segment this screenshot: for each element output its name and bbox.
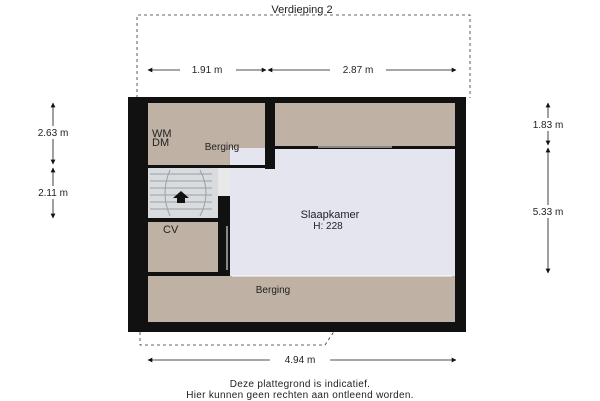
dim-top-left: 1.91 m [191, 65, 223, 76]
label-berging-top: Berging [204, 142, 240, 153]
dim-bottom: 4.94 m [284, 355, 316, 366]
floor-title: Verdieping 2 [271, 4, 333, 16]
room-cv [148, 222, 218, 272]
dim-right-upper: 1.83 m [532, 120, 564, 131]
dim-top-right: 2.87 m [342, 65, 374, 76]
label-slaapkamer-height: H: 228 [313, 221, 343, 232]
label-cv: CV [163, 224, 179, 236]
disclaimer-line-1: Deze plattegrond is indicatief. [229, 379, 371, 390]
label-berging-bottom: Berging [255, 285, 291, 296]
label-slaapkamer: Slaapkamer [300, 209, 360, 221]
dim-left-upper: 2.63 m [37, 128, 69, 139]
dim-left-lower: 2.11 m [38, 188, 68, 199]
label-dm: DM [152, 137, 170, 149]
disclaimer-line-2: Hier kunnen geen rechten aan ontleend worden. [186, 390, 414, 401]
dim-right-lower: 5.33 m [532, 207, 564, 218]
label-wm: WM [152, 128, 172, 140]
room-berging-top-right [275, 103, 455, 146]
room-berging-bottom [148, 276, 455, 322]
